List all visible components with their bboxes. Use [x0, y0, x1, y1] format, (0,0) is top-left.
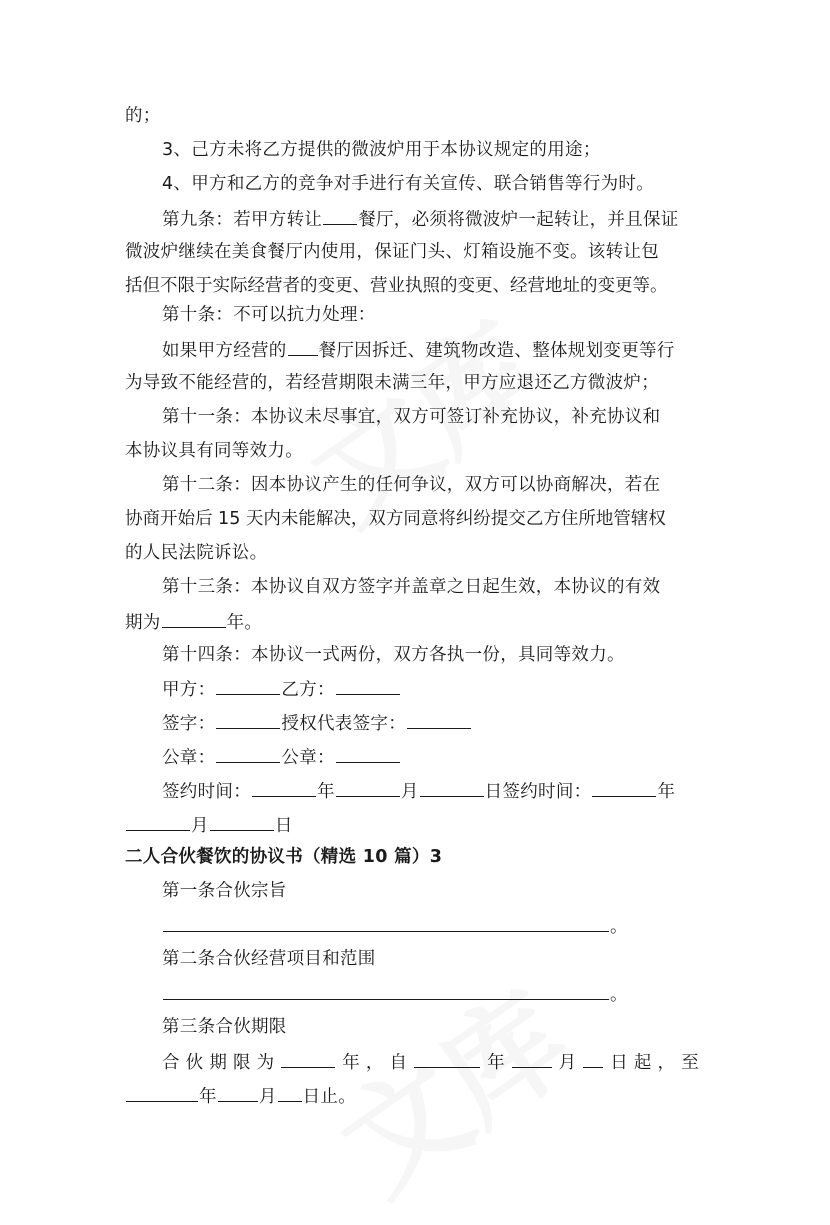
text: 乙方： — [281, 680, 335, 700]
text-line — [162, 1015, 287, 1039]
text: 公章： — [281, 748, 335, 768]
text: 。 — [610, 985, 628, 1005]
text-line — [125, 274, 668, 298]
text: 餐厅，必须将微波炉一起转让，并且保证 — [358, 210, 679, 230]
text-line — [162, 473, 660, 497]
text-line — [162, 206, 679, 232]
blank-line — [278, 1083, 302, 1102]
text: 年 ， — [342, 1053, 384, 1073]
fill-line — [162, 981, 628, 1007]
text: 第三条合伙期限 — [162, 1017, 287, 1037]
text-line — [125, 507, 666, 531]
text-line — [162, 575, 660, 599]
text: 3、己方未将乙方提供的微波炉用于本协议规定的用途； — [162, 140, 601, 160]
text: 月 — [558, 1053, 577, 1073]
blank-line — [288, 337, 318, 356]
blank-line — [162, 609, 226, 628]
blank-line — [323, 206, 357, 225]
text-line — [125, 371, 659, 395]
text-line — [162, 337, 675, 363]
text-line — [125, 609, 262, 635]
blank-line — [216, 710, 280, 729]
blank-line — [210, 812, 274, 831]
text: 月 — [400, 782, 419, 802]
blank-line — [420, 778, 484, 797]
blank-line — [583, 1049, 603, 1068]
text-line — [125, 1083, 356, 1109]
text: 第十一条：本协议未尽事宜，双方可签订补充协议，补充协议和 — [162, 407, 661, 427]
text-line — [125, 240, 659, 264]
text: 括但不限于实际经营者的变更、营业执照的变更、经营地址的变更等。 — [125, 276, 668, 296]
text: 公章： — [162, 748, 216, 768]
text: 日 起 ， 至 — [610, 1053, 700, 1073]
text: 年 — [657, 782, 676, 802]
date-line — [125, 812, 293, 838]
blank-line — [163, 981, 609, 1000]
text: 年。 — [226, 613, 263, 633]
text: 的； — [125, 106, 161, 126]
text-line — [125, 104, 161, 128]
blank-line — [407, 710, 471, 729]
text: 签字： — [162, 714, 216, 734]
text: 微波炉继续在美食餐厅内使用，保证门头、灯箱设施不变。该转让包 — [125, 242, 659, 262]
text: 年 — [199, 1087, 217, 1107]
text: 授权代表签字： — [281, 714, 407, 734]
blank-line — [414, 1049, 480, 1068]
text: 餐厅因拆迁、建筑物改造、整体规划变更等行 — [318, 341, 675, 361]
text: 期为 — [125, 613, 161, 633]
text: 第十四条：本协议一式两份，双方各执一份，具同等效力。 — [162, 645, 625, 665]
text: 4、甲方和乙方的竞争对手进行有关宣传、联合销售等行为时。 — [162, 174, 655, 194]
text: 的人民法院诉讼。 — [125, 543, 268, 563]
blank-line — [592, 778, 656, 797]
text: 日止。 — [302, 1087, 357, 1107]
blank-line — [126, 812, 190, 831]
text: 第二条合伙经营项目和范围 — [162, 949, 376, 969]
text: 第十二条：因本协议产生的任何争议，双方可以协商解决，若在 — [162, 475, 661, 495]
text: 第九条：若甲方转让 — [162, 210, 323, 230]
blank-line — [336, 778, 400, 797]
text: 年 — [317, 782, 335, 802]
blank-line — [252, 778, 316, 797]
text-line — [125, 541, 267, 565]
text: 签约时间： — [162, 782, 251, 802]
text: 第十条：不可以抗力处理： — [162, 305, 376, 325]
text-line — [162, 947, 376, 971]
text: 。 — [610, 917, 628, 937]
text: 自 — [389, 1053, 408, 1073]
blank-line — [216, 676, 280, 695]
signature-line — [162, 710, 472, 736]
blank-line — [218, 1083, 258, 1102]
blank-line — [281, 1049, 335, 1068]
text-line — [162, 172, 654, 196]
text-line — [162, 138, 601, 162]
text-line — [162, 1049, 699, 1075]
text: 协商开始后 15 天内未能解决，双方同意将纠纷提交乙方住所地管辖权 — [125, 509, 666, 529]
text-line — [162, 303, 376, 327]
blank-line — [512, 1049, 552, 1068]
text: 日 — [274, 816, 293, 836]
text-line — [162, 879, 287, 903]
text: 合 伙 期 限 为 — [162, 1053, 275, 1073]
text: 二人合伙餐饮的协议书（精选 10 篇）3 — [125, 847, 443, 867]
date-line — [162, 778, 675, 804]
text-line — [162, 643, 625, 667]
blank-line — [163, 913, 609, 932]
text: 日签约时间： — [484, 782, 592, 802]
blank-line — [126, 1083, 198, 1102]
text: 月 — [258, 1087, 277, 1107]
text: 第十三条：本协议自双方签字并盖章之日起生效，本协议的有效 — [162, 577, 661, 597]
signature-line — [162, 744, 401, 770]
fill-line — [162, 913, 628, 939]
text-line — [125, 439, 303, 463]
section-heading — [125, 845, 442, 869]
text: 本协议具有同等效力。 — [125, 441, 303, 461]
text: 如果甲方经营的 — [162, 341, 287, 361]
text: 第一条合伙宗旨 — [162, 881, 287, 901]
text: 为导致不能经营的，若经营期限未满三年，甲方应退还乙方微波炉； — [125, 373, 659, 393]
text-line — [162, 405, 660, 429]
blank-line — [336, 676, 400, 695]
blank-line — [216, 744, 280, 763]
blank-line — [336, 744, 400, 763]
text: 甲方： — [162, 680, 216, 700]
signature-line — [162, 676, 401, 702]
text: 月 — [191, 816, 209, 836]
text: 年 — [487, 1053, 505, 1073]
